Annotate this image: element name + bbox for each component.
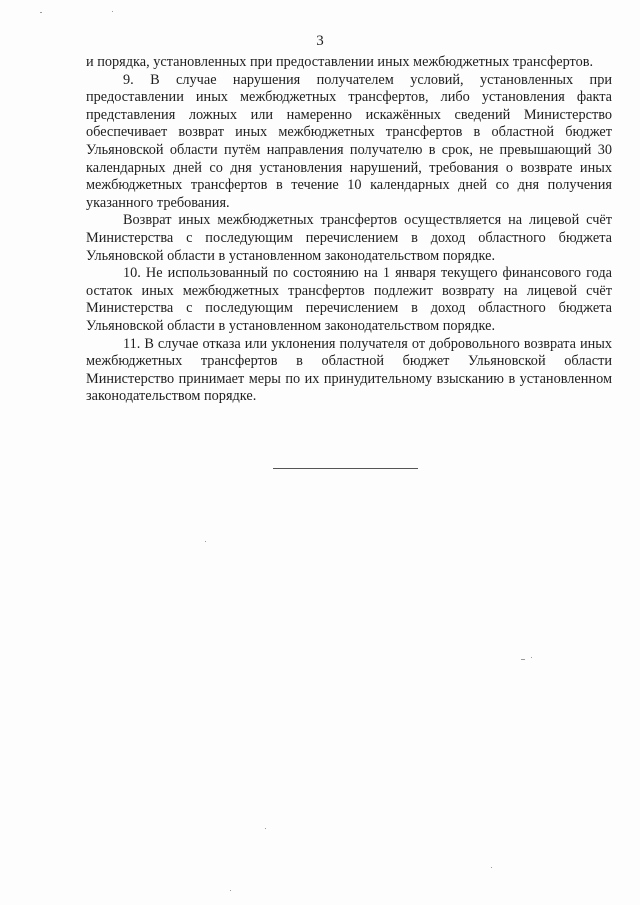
- paragraph-continuation: и порядка, установленных при предоставлении иных межбюджетных трансфертов.: [86, 54, 594, 70]
- paragraph-item-9: 9. В случае нарушения получателем условий, установленных при предоставлении иных межбюджетных трансфертов, либо установления факта представления ложных или намеренно искажённых сведений Министерство обеспечивает возврат иных межбюджетных трансфертов в областной бюджет Ульяновской области путём направления получателю в срок, не превышающий 30 календарных дней со дня установления нарушений, требования о возврате иных межбюджетных трансфертов в течение 10 календарных дней со дня получения указанного требования.: [86, 71, 612, 211]
- scan-speck: [40, 12, 42, 13]
- scan-speck: [491, 867, 492, 868]
- scan-speck: [265, 828, 266, 829]
- document-body: [86, 54, 612, 406]
- scan-speck: [531, 657, 532, 658]
- page-number: 3: [316, 33, 324, 49]
- end-divider-line: [273, 468, 418, 469]
- scan-speck: [521, 659, 525, 660]
- paragraph-item-9-return: Возврат иных межбюджетных трансфертов осуществляется на лицевой счёт Министерства с последующим перечислением в доход областного бюджета Ульяновской области в установленном законодательством порядке.: [86, 212, 612, 264]
- scan-speck: [205, 541, 206, 542]
- paragraph-item-11: 11. В случае отказа или уклонения получателя от добровольного возврата иных межбюджетных трансфертов в областной бюджет Ульяновской области Министерство принимает меры по их принудительному взысканию в установленном законодательством порядке.: [86, 335, 612, 405]
- scan-speck: [230, 890, 231, 891]
- scan-speck: [112, 11, 113, 12]
- paragraph-item-10: 10. Не использованный по состоянию на 1 января текущего финансового года остаток иных межбюджетных трансфертов подлежит возврату на лицевой счёт Министерства с последующим перечислением в доход областного бюджета Ульяновской области в установленном законодательством порядке.: [86, 265, 612, 334]
